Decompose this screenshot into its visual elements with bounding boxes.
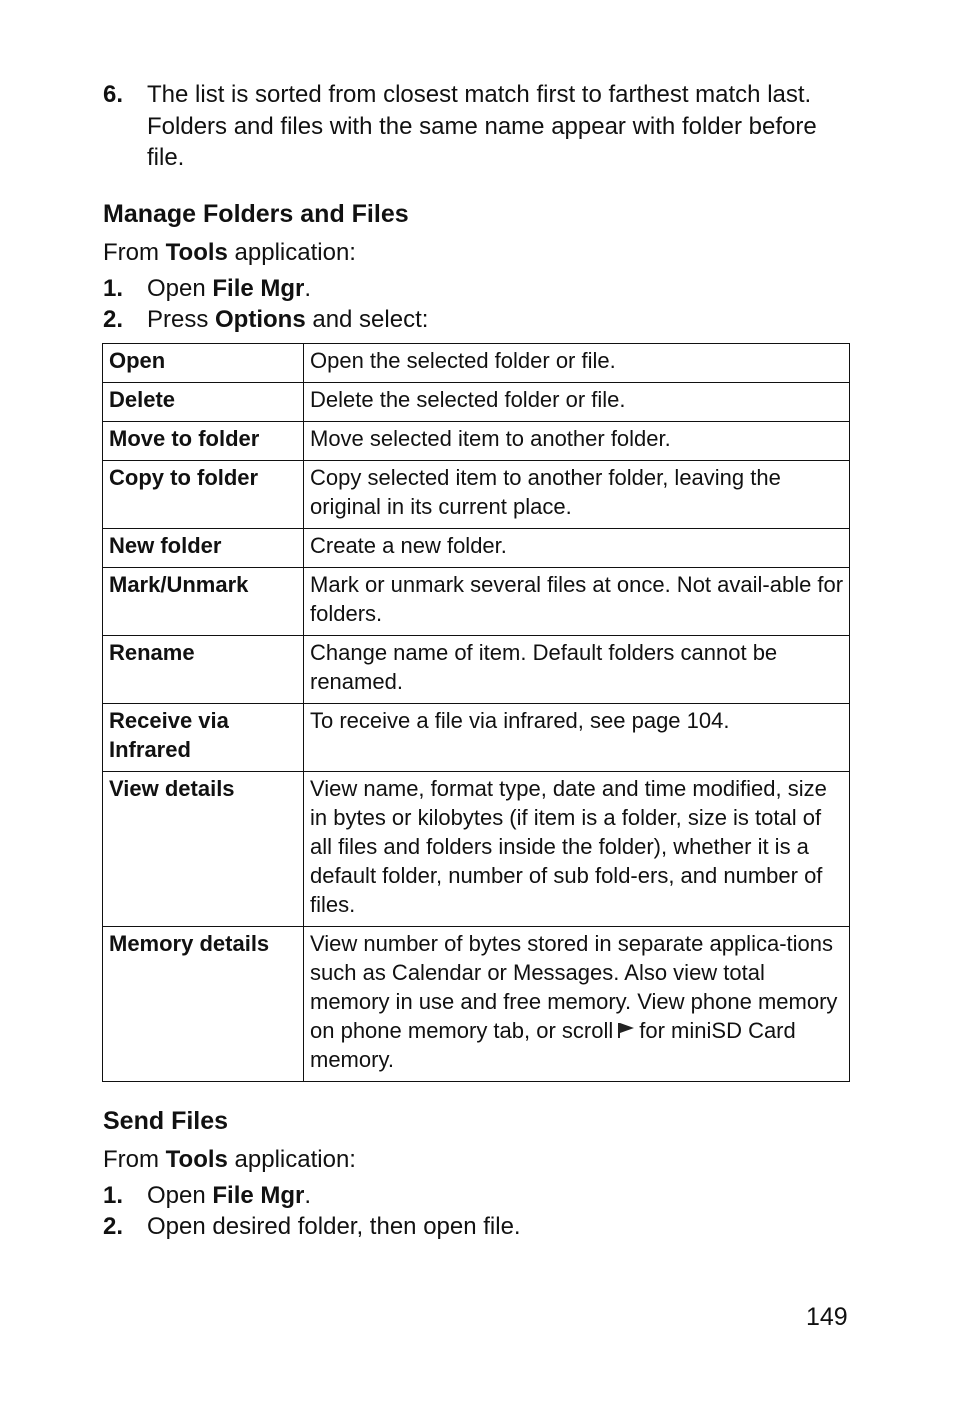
intro-post: application:: [227, 239, 356, 266]
step-number: 2.: [103, 306, 124, 333]
manage-step-1: [103, 273, 853, 305]
step-pre: Press: [147, 306, 216, 333]
page-number: 149: [806, 1303, 848, 1331]
step-text: [147, 1180, 853, 1212]
send-step-1: [103, 1180, 853, 1212]
option-desc: [304, 927, 850, 1082]
option-term: Memory details: [103, 927, 304, 1082]
options-table: [102, 343, 850, 1082]
intro-pre: From: [103, 1146, 166, 1173]
step-number: 1.: [103, 275, 124, 302]
option-term: Receive via Infrared: [103, 704, 304, 772]
option-desc: View name, format type, date and time modified, size in bytes or kilobytes (if item is a folder, size is total of all files and folders inside the folder), whether it is a default folder, number of sub fold-ers, and number of files.: [304, 772, 850, 927]
table-row: [103, 461, 850, 529]
option-term: Mark/Unmark: [103, 568, 304, 636]
table-row: [103, 344, 850, 383]
option-desc: Copy selected item to another folder, leaving the original in its current place.: [304, 461, 850, 529]
option-term: New folder: [103, 529, 304, 568]
option-desc: Change name of item. Default folders cannot be renamed.: [304, 636, 850, 704]
step-post: .: [304, 275, 312, 302]
intro-bold: Tools: [165, 239, 228, 266]
table-row: [103, 568, 850, 636]
manage-intro: [103, 238, 356, 268]
table-row: [103, 772, 850, 927]
option-desc: Move selected item to another folder.: [304, 422, 850, 461]
step-bold: File Mgr: [212, 1182, 305, 1209]
step-post: .: [304, 1182, 312, 1209]
table-row: [103, 383, 850, 422]
intro-bold: Tools: [165, 1146, 228, 1173]
option-desc: Delete the selected folder or file.: [304, 383, 850, 422]
step-bold: File Mgr: [212, 275, 305, 302]
section-heading-send: Send Files: [103, 1107, 229, 1135]
manage-step-2: [103, 304, 853, 336]
option-desc: To receive a file via infrared, see page 104.: [304, 704, 850, 772]
option-term: Move to folder: [103, 422, 304, 461]
step-number: 1.: [103, 1182, 124, 1209]
table-row: [103, 927, 850, 1082]
step-pre: Open desired folder, then open file.: [147, 1213, 521, 1240]
step-pre: Open: [147, 1182, 213, 1209]
step-text: [147, 273, 853, 305]
step-post: and select:: [305, 306, 429, 333]
option-term: Delete: [103, 383, 304, 422]
step-text: [147, 304, 853, 336]
table-row: [103, 704, 850, 772]
step-number: 6.: [103, 81, 124, 108]
option-term: Rename: [103, 636, 304, 704]
option-desc-part: View number of bytes stored in separate applica-tions such as Calendar or Messages. Also view total memory in use and free memory. View phone memory on phone memory tab, or scroll: [310, 931, 838, 1043]
option-term: View details: [103, 772, 304, 927]
option-term: Open: [103, 344, 304, 383]
option-desc-part: for miniSD Card memory.: [310, 1018, 796, 1072]
table-row: [103, 529, 850, 568]
step-number: 2.: [103, 1213, 124, 1240]
step-text: [147, 1211, 853, 1243]
table-row: [103, 636, 850, 704]
send-intro: [103, 1145, 356, 1175]
step-bold: Options: [215, 306, 306, 333]
step-text: The list is sorted from closest match first to farthest match last. Folders and files with the same name appear with folder before file.: [147, 81, 817, 171]
send-step-2: [103, 1211, 853, 1243]
option-desc: Open the selected folder or file.: [304, 344, 850, 383]
table-row: [103, 422, 850, 461]
option-desc: Create a new folder.: [304, 529, 850, 568]
option-term: Copy to folder: [103, 461, 304, 529]
intro-pre: From: [103, 239, 166, 266]
scroll-right-icon: [616, 1017, 636, 1035]
intro-post: application:: [227, 1146, 356, 1173]
step-6: [103, 79, 853, 174]
section-heading-manage: Manage Folders and Files: [103, 200, 409, 228]
step-pre: Open: [147, 275, 213, 302]
option-desc: Mark or unmark several files at once. Not avail-able for folders.: [304, 568, 850, 636]
